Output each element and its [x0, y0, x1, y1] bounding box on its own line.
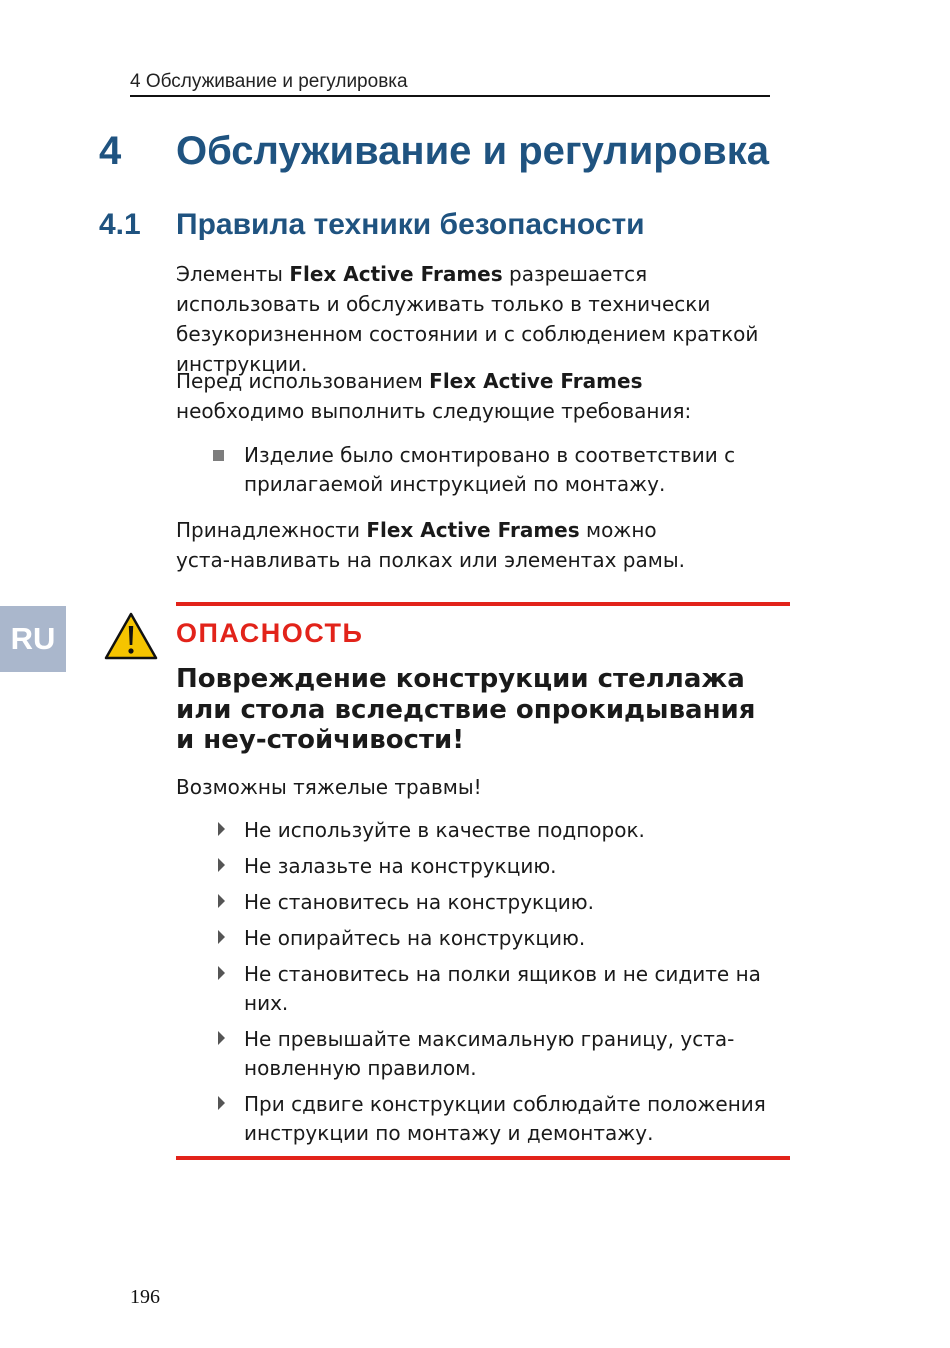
- danger-instruction: При сдвиге конструкции соблюдайте положения инструкции по монтажу и демонтажу.: [244, 1092, 766, 1145]
- danger-instruction: Не опирайтесь на конструкцию.: [244, 926, 586, 950]
- square-bullet-icon: [213, 450, 224, 461]
- arrow-bullet-icon: [218, 894, 225, 908]
- warning-triangle-icon: [104, 612, 158, 660]
- arrow-bullet-icon: [218, 930, 225, 944]
- arrow-bullet-icon: [218, 1031, 225, 1045]
- danger-instruction: Не становитесь на конструкцию.: [244, 890, 594, 914]
- danger-consequence: Возможны тяжелые травмы!: [176, 775, 482, 799]
- requirements-paragraph: Перед использованием Flex Active Frames необходимо выполнить следующие требования:: [176, 369, 692, 423]
- danger-top-rule: [176, 602, 790, 606]
- requirement-item: Изделие было смонтировано в соответствии с прилагаемой инструкцией по монтажу.: [244, 443, 736, 496]
- product-name: Flex Active Frames: [429, 369, 643, 393]
- danger-instruction: Не становитесь на полки ящиков и не сидите на них.: [244, 962, 761, 1015]
- danger-bottom-rule: [176, 1156, 790, 1160]
- danger-heading: Повреждение конструкции стеллажа или стола вследствие опрокидывания и неу-стойчивости!: [176, 664, 756, 755]
- running-header: 4 Обслуживание и регулировка: [130, 71, 770, 97]
- danger-label: ОПАСНОСТЬ: [176, 618, 364, 648]
- danger-instruction: Не залазьте на конструкцию.: [244, 854, 557, 878]
- language-tab: RU: [0, 606, 66, 672]
- arrow-bullet-icon: [218, 966, 225, 980]
- arrow-bullet-icon: [218, 1096, 225, 1110]
- chapter-title: Обслуживание и регулировка: [176, 129, 770, 173]
- intro-paragraph: Элементы Flex Active Frames разрешается использовать и обслуживать только в технически безукоризненном состоянии и с соблюдением краткой инструкции.: [176, 262, 759, 376]
- product-name: Flex Active Frames: [366, 518, 580, 542]
- chapter-number: 4: [99, 129, 122, 173]
- page-number: 196: [130, 1286, 160, 1308]
- section-title: Правила техники безопасности: [176, 208, 645, 241]
- section-number: 4.1: [99, 208, 141, 241]
- danger-instruction: Не превышайте максимальную границу, уста-новленную правилом.: [244, 1027, 735, 1080]
- arrow-bullet-icon: [218, 858, 225, 872]
- accessories-paragraph: Принадлежности Flex Active Frames можно уста-навливать на полках или элементах рамы.: [176, 518, 685, 572]
- danger-instruction: Не используйте в качестве подпорок.: [244, 818, 645, 842]
- arrow-bullet-icon: [218, 822, 225, 836]
- product-name: Flex Active Frames: [289, 262, 503, 286]
